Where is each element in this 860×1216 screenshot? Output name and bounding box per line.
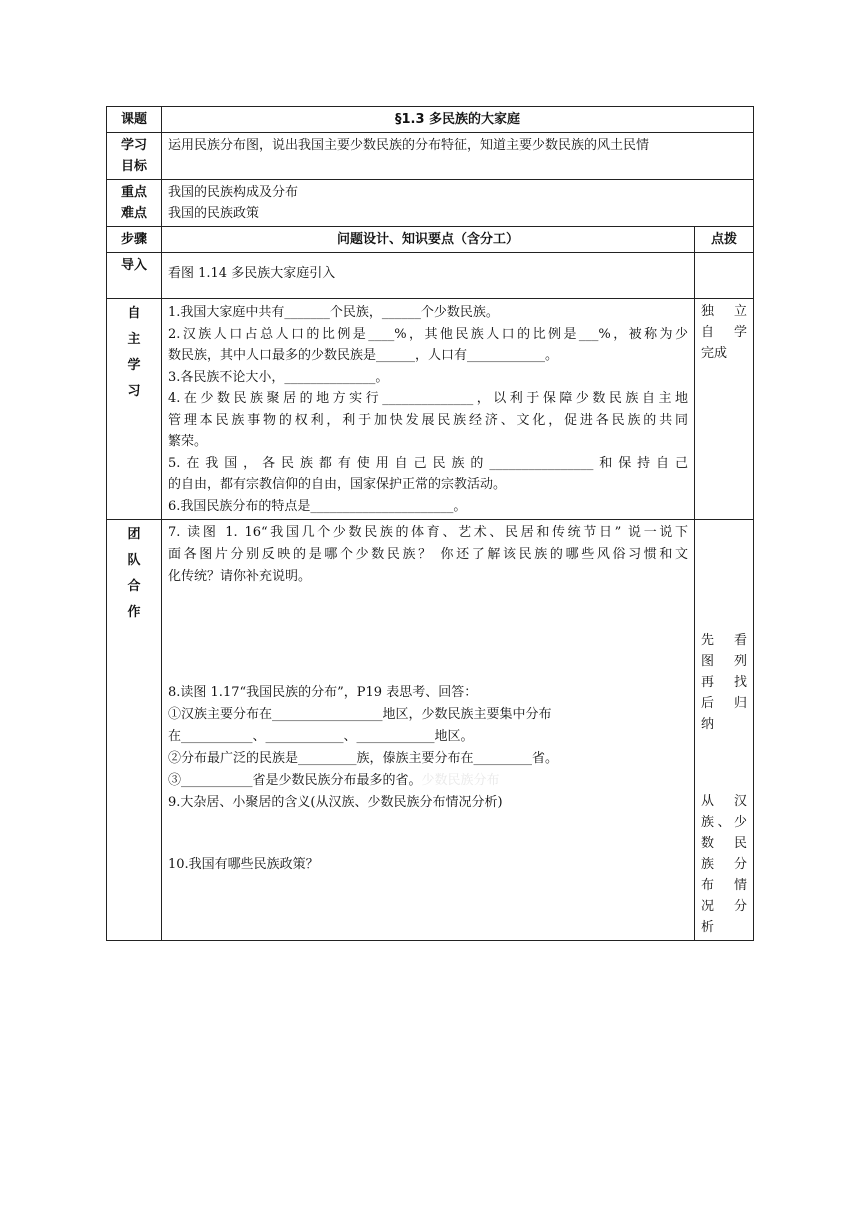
intro-label: 导入 [107,253,162,299]
self-study-questions [162,299,695,520]
question-4-cont: 管理本民族事物的权利，利于加快发展民族经济、文化，促进各民族的共同 [168,412,688,428]
faint-watermark-text: 少数民族分布 [421,773,500,788]
question-7: 7. 读图 1. 16“我国几个少数民族的体育、艺术、民居和传统节日” 说一说下 [168,525,688,540]
topic-title: §1.3 多民族的大家庭 [162,107,754,133]
lesson-plan-table [106,106,754,941]
intro-tip [695,253,754,299]
col-design: 问题设计、知识要点（含分工） [162,227,695,253]
question-8-2: ②分布最广泛的民族是_________族，傣族主要分布在_________省。 [168,751,559,766]
question-9: 9.大杂居、小聚居的含义(从汉族、少数民族分布情况分析) [168,795,503,810]
topic-row [107,107,754,133]
teamwork-tip: 先 看 图 列 再 找 后 归 纳 从 汉 族、少 数 民 族 分 布 情 况 分 析 [695,520,754,941]
self-study-tip: 独 立 自 学 完成 [695,299,754,520]
intro-row [107,253,754,299]
question-2: 2.汉族人口占总人口的比例是____%，其他民族人口的比例是___%，被称为少 [168,326,688,342]
question-8-1: ①汉族主要分布在_________________地区，少数民族主要集中分布 [168,707,552,722]
question-7-cont: 面各图片分别反映的是哪个少数民族？ 你还了解该民族的哪些风俗习惯和文 [168,547,688,562]
question-8-1-cont: 在___________、____________、____________地区。 [168,729,474,744]
question-5-cont: 的自由，都有宗教信仰的自由，国家保护正常的宗教活动。 [168,477,507,492]
question-4: 4.在少数民族聚居的地方实行______________，以利于保障少数民族自主地 [168,391,688,406]
self-study-label: 自 主 学 习 [107,299,162,520]
question-5: 5.在我国，各民族都有使用自己民族的________________和保持自己 [168,455,688,471]
goal-text: 运用民族分布图，说出我国主要少数民族的分布特征，知道主要少数民族的风土民情 [162,133,754,180]
question-8-3: ③___________省是少数民族分布最多的省。少数民族分布 [168,773,500,788]
goal-label: 学习 目标 [107,133,162,180]
difficult-point: 我国的民族政策 [168,206,260,221]
question-1: 1.我国大家庭中共有_______个民族，______个少数民族。 [168,305,499,320]
question-6: 6.我国民族分布的特点是______________________。 [168,498,467,514]
self-study-row [107,299,754,520]
col-tip: 点拨 [695,227,754,253]
key-content [162,180,754,227]
question-4-end: 繁荣。 [168,434,208,449]
key-label: 重点 难点 [107,180,162,227]
goal-row [107,133,754,180]
question-8: 8.读图 1.17“我国民族的分布”，P19 表思考、回答： [168,685,478,700]
intro-text: 看图 1.14 多民族大家庭引入 [162,253,695,299]
col-step: 步骤 [107,227,162,253]
topic-label: 课题 [107,107,162,133]
question-7-end: 化传统？请你补充说明。 [168,569,312,584]
question-10: 10.我国有哪些民族政策？ [168,857,319,872]
teamwork-questions [162,520,695,941]
teamwork-label: 团 队 合 作 [107,520,162,941]
key-row [107,180,754,227]
key-point: 我国的民族构成及分布 [168,185,299,200]
column-header-row [107,227,754,253]
question-3: 3.各民族不论大小，______________。 [168,369,389,385]
question-2-cont: 数民族，其中人口最多的少数民族是______，人口有____________。 [168,348,559,363]
teamwork-row [107,520,754,941]
